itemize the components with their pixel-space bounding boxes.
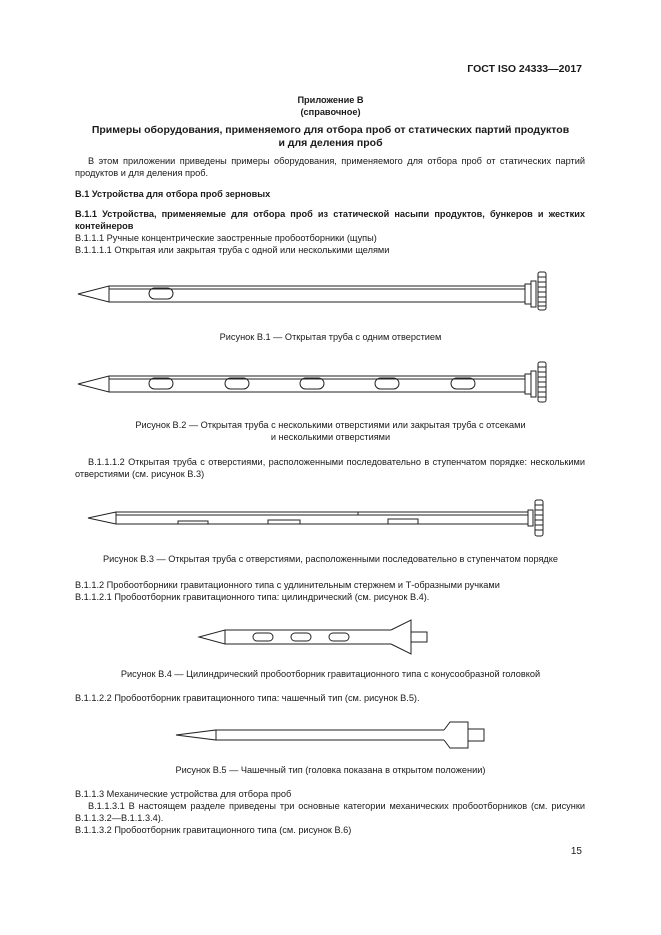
figure-b2-open-tube-multiple-slots	[78, 360, 556, 404]
paragraph-b112: В.1.1.2 Пробоотборники гравитационного типа с удлинительным стержнем и Т-образными ручками	[75, 580, 500, 590]
paragraph-b1112: В.1.1.1.2 Открытая труба с отверстиями, расположенными последовательно в ступенчатом порядке: несколькими отверстиями (см. рисунок В.3)	[75, 457, 585, 479]
document-code: ГОСТ ISO 24333—2017	[467, 63, 582, 75]
figure-b4-caption: Рисунок В.4 — Цилиндрический пробоотборник гравитационного типа с конусообразной головкой	[120, 669, 541, 679]
appendix-subtitle: (справочное)	[300, 107, 361, 117]
page-number: 15	[570, 846, 582, 857]
figure-b4-cylindrical-gravity-sampler	[199, 618, 439, 658]
appendix-heading-line1: Примеры оборудования, применяемого для отбора проб от статических партий продуктов	[91, 124, 570, 136]
paragraph-b1132: В.1.1.3.2 Пробоотборник гравитационного типа (см. рисунок В.6)	[75, 825, 352, 835]
figure-b1-caption: Рисунок В.1 — Открытая труба с одним отверстием	[219, 332, 442, 342]
paragraph-b1111: В.1.1.1.1 Открытая или закрытая труба с одной или несколькими щелями	[75, 245, 390, 255]
appendix-heading-line2: и для деления проб	[278, 137, 383, 149]
paragraph-b1131: В.1.1.3.1 В настоящем разделе приведены три основные категории механических пробоотборников (см. рисунки В.1.1.3.2—В.1.1.3.4).	[75, 801, 585, 823]
figure-b3-caption: Рисунок В.3 — Открытая труба с отверстиями, расположенными последовательно в ступенчатом порядке	[102, 554, 559, 564]
figure-b2-caption-line1: Рисунок В.2 — Открытая труба с несколькими отверстиями или закрытая труба с отсеками	[135, 420, 526, 430]
appendix-title: Приложение В	[297, 95, 364, 105]
figure-b5-cup-type-sampler	[176, 718, 491, 754]
paragraph-b113: В.1.1.3 Механические устройства для отбора проб	[75, 789, 292, 799]
figure-b2-caption-line2: и несколькими отверстиями	[270, 432, 391, 442]
section-b11-heading: В.1.1 Устройства, применяемые для отбора проб из статической насыпи продуктов, бункеров и жестких контейнеров	[75, 209, 585, 231]
paragraph-b1122: В.1.1.2.2 Пробоотборник гравитационного типа: чашечный тип (см. рисунок В.5).	[75, 693, 420, 703]
intro-paragraph: В этом приложении приведены примеры оборудования, применяемого для отбора проб от статических партий продуктов и для деления проб.	[75, 156, 585, 178]
figure-b1-open-tube-single-slot	[78, 268, 556, 312]
paragraph-b111: В.1.1.1 Ручные концентрические заостренные пробоотборники (щупы)	[75, 233, 377, 243]
paragraph-b1121: В.1.1.2.1 Пробоотборник гравитационного типа: цилиндрический (см. рисунок В.4).	[75, 592, 430, 602]
figure-b5-caption: Рисунок В.5 — Чашечный тип (головка показана в открытом положении)	[175, 765, 486, 775]
section-b1-heading: В.1 Устройства для отбора проб зерновых	[75, 189, 271, 199]
figure-b3-stepped-slots-tube	[88, 498, 550, 538]
